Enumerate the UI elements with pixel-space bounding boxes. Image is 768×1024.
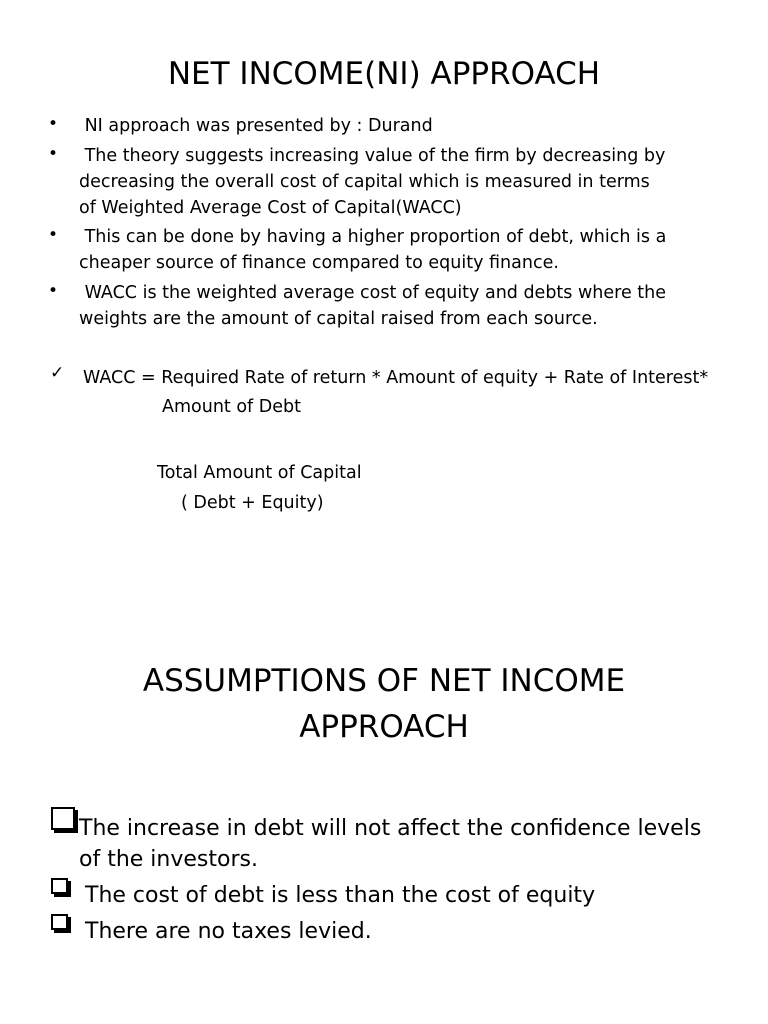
bullet-text: WACC is the weighted average cost of equity and debts where the weights are the amount of capital raised from each source.	[79, 283, 672, 329]
checkbox-square-icon	[51, 914, 68, 930]
checkbox-square-icon	[51, 878, 68, 894]
checkbox-square-icon	[51, 807, 75, 830]
formula-numerator-continued: Amount of Debt	[162, 397, 301, 417]
formula-denominator: Total Amount of Capital	[157, 463, 362, 483]
checkmark-icon: ✓	[50, 363, 65, 383]
section-title-line1: ASSUMPTIONS OF NET INCOME	[142, 663, 626, 699]
section-title-line2: APPROACH	[299, 709, 469, 745]
bullet-text: The theory suggests increasing value of the firm by decreasing by decreasing the overall cost of capital which is measured in terms of Weighted Average Cost of Capital(WACC)	[79, 146, 671, 218]
page-title: NET INCOME(NI) APPROACH	[167, 56, 601, 92]
bullet-icon: •	[48, 225, 59, 245]
assumption-text: There are no taxes levied.	[85, 919, 372, 944]
assumption-text: The increase in debt will not affect the confidence levels of the investors.	[79, 816, 709, 872]
assumption-text: The cost of debt is less than the cost of equity	[85, 883, 596, 908]
bullet-text: This can be done by having a higher proportion of debt, which is a cheaper source of finance compared to equity finance.	[79, 227, 672, 273]
bullet-icon: •	[48, 144, 59, 164]
section-title	[0, 658, 768, 750]
bullet-icon: •	[48, 114, 59, 134]
formula-denominator-detail: ( Debt + Equity)	[181, 493, 324, 513]
bullet-icon: •	[48, 281, 59, 301]
formula-numerator: WACC = Required Rate of return * Amount of equity + Rate of Interest*	[83, 368, 709, 388]
bullet-text: NI approach was presented by : Durand	[79, 116, 433, 136]
